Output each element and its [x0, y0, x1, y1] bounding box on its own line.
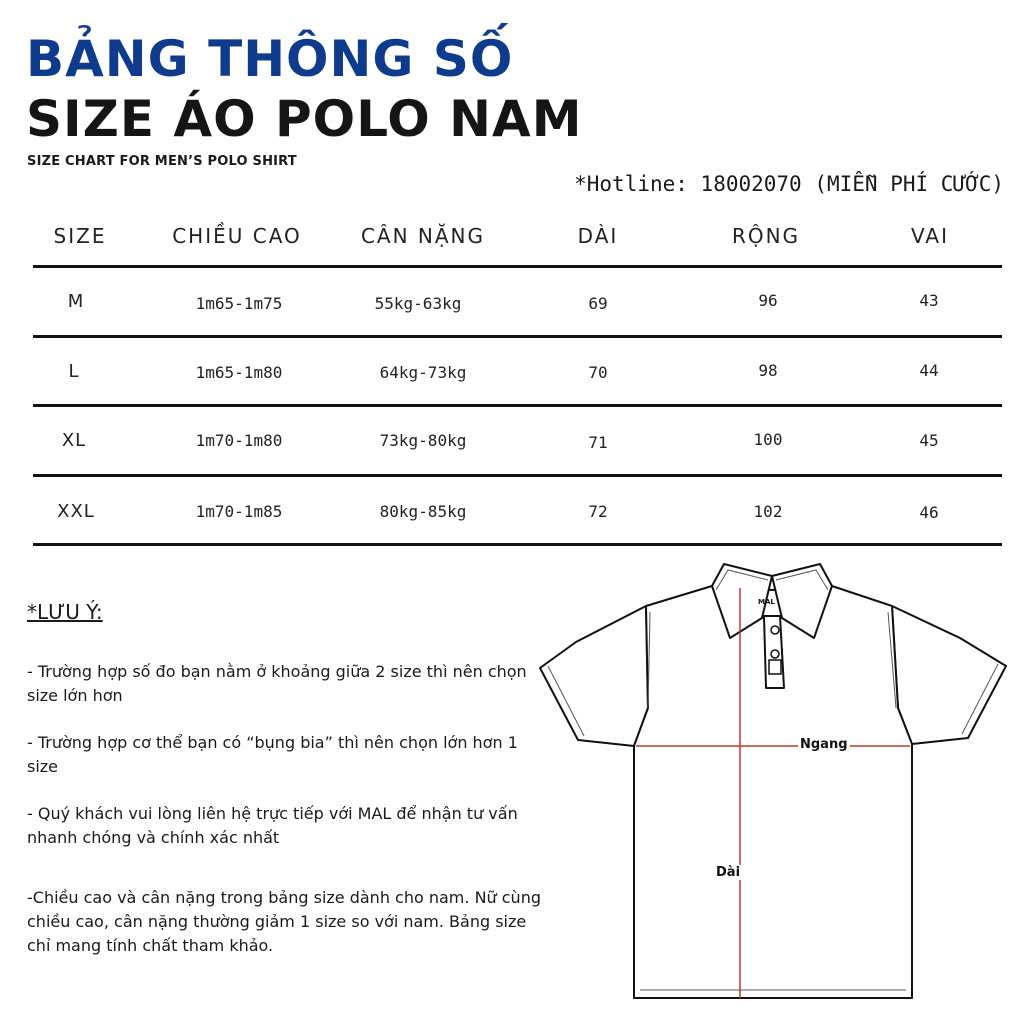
column-header-size: SIZE	[53, 224, 107, 248]
cell-height: 1m70-1m85	[195, 502, 283, 521]
cell-shoulder: 44	[919, 361, 939, 380]
title-line-1: BẢNG THÔNG SỐ	[26, 30, 514, 88]
cell-width: 100	[753, 430, 783, 449]
table-divider	[33, 543, 1002, 546]
cell-weight: 55kg-63kg	[374, 294, 462, 313]
cell-length: 70	[588, 363, 608, 382]
cell-height: 1m65-1m80	[195, 363, 283, 382]
cell-length: 71	[588, 433, 608, 452]
cell-width: 98	[758, 361, 778, 380]
cell-size: M	[67, 291, 85, 312]
length-label: Dài	[716, 865, 741, 880]
column-header-shoulder: VAI	[911, 224, 949, 248]
right-sleeve	[892, 606, 1006, 744]
column-header-length: DÀI	[577, 224, 619, 248]
cell-weight: 73kg-80kg	[379, 431, 467, 450]
brand-label: MAL	[758, 598, 775, 606]
polo-shirt-diagram	[536, 558, 1012, 1010]
cell-weight: 80kg-85kg	[379, 502, 467, 521]
table-divider	[33, 474, 1002, 477]
note-item: - Trường hợp số đo bạn nằm ở khoảng giữa 2 size thì nên chọn size lớn hơn	[27, 662, 527, 705]
cell-height: 1m65-1m75	[195, 294, 283, 313]
left-sleeve	[540, 606, 648, 746]
column-header-width: RỘNG	[731, 224, 801, 248]
cell-shoulder: 43	[919, 291, 939, 310]
column-header-height: CHIỀU CAO	[172, 224, 302, 248]
column-header-weight: CÂN NẶNG	[360, 224, 486, 248]
note-item: - Trường hợp cơ thể bạn có “bụng bia” thì nên chọn lớn hơn 1 size	[27, 733, 518, 776]
cell-size: XXL	[57, 501, 95, 522]
note-item: -Chiều cao và cân nặng trong bảng size dành cho nam. Nữ cùng chiều cao, cân nặng thường giảm 1 size so với nam. Bảng size chỉ mang tính chất tham khảo.	[27, 888, 541, 955]
title-line-2: SIZE ÁO POLO NAM	[26, 90, 583, 148]
width-label: Ngang	[800, 737, 848, 752]
hotline-text: *Hotline: 18002070 (MIỄN PHÍ CƯỚC)	[574, 172, 1004, 196]
note-item: - Quý khách vui lòng liên hệ trực tiếp với MAL để nhận tư vấn nhanh chóng và chính xác nhất	[27, 804, 518, 847]
cell-height: 1m70-1m80	[195, 431, 283, 450]
table-divider	[33, 335, 1002, 338]
cell-size: XL	[61, 430, 87, 451]
cell-length: 69	[588, 294, 608, 313]
cell-length: 72	[588, 502, 608, 521]
cell-width: 102	[753, 502, 783, 521]
subtitle: SIZE CHART FOR MEN’S POLO SHIRT	[27, 154, 297, 169]
cell-shoulder: 46	[919, 503, 939, 522]
cell-weight: 64kg-73kg	[379, 363, 467, 382]
notes-title: *LƯU Ý:	[27, 600, 103, 624]
cell-width: 96	[758, 291, 778, 310]
table-divider	[33, 265, 1002, 268]
table-divider	[33, 404, 1002, 407]
cell-size: L	[68, 361, 80, 382]
cell-shoulder: 45	[919, 431, 939, 450]
